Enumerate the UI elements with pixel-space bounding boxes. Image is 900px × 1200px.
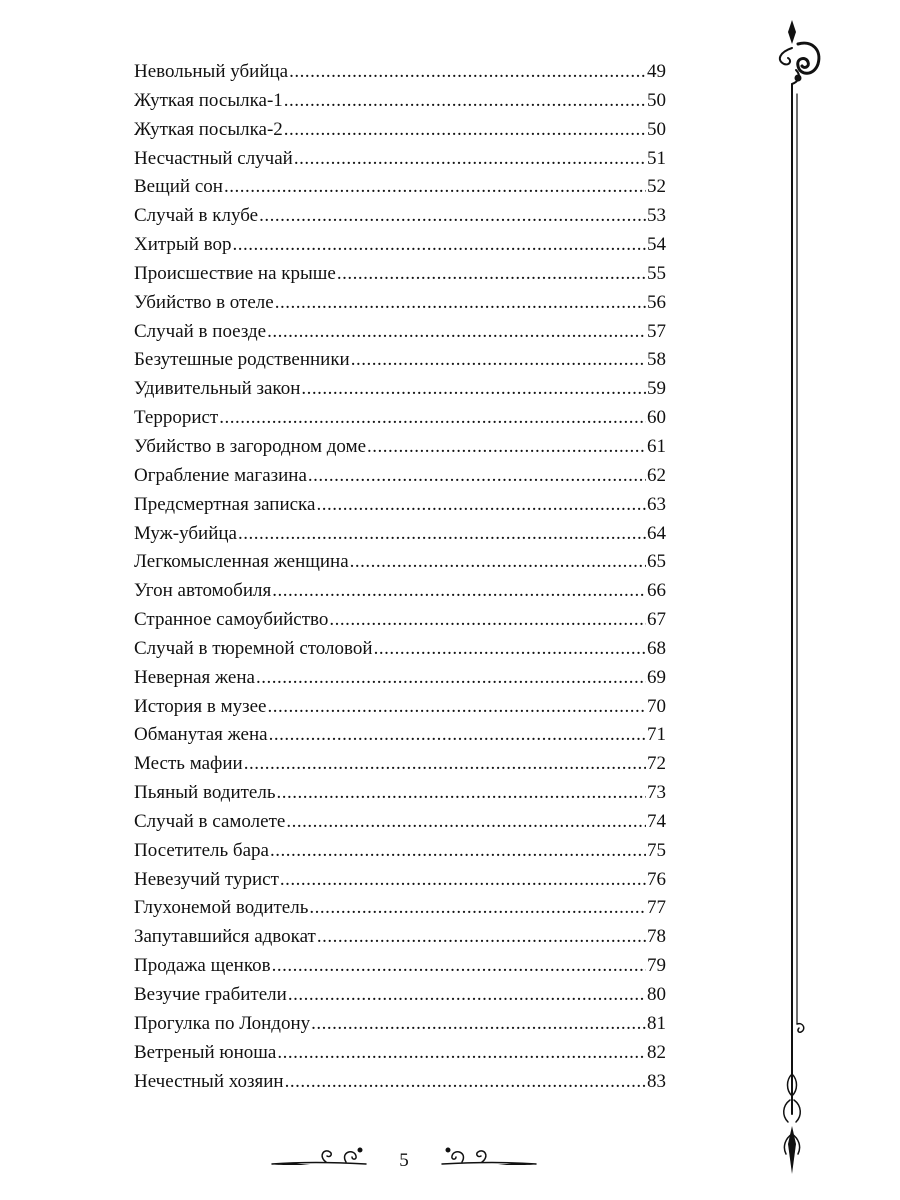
- toc-entry-title: Вещий сон: [134, 176, 223, 198]
- toc-entry-title: Обманутая жена: [134, 724, 268, 746]
- toc-entry-page: 66: [647, 580, 666, 602]
- toc-entry-page: 58: [647, 349, 666, 371]
- toc-entry-title: Угон автомобиля: [134, 580, 272, 602]
- toc-entry: [134, 577, 666, 606]
- toc-dot-leader: [285, 1068, 646, 1097]
- toc-entry-page: 71: [647, 724, 666, 746]
- toc-entry: [134, 491, 666, 520]
- toc-dot-leader: [288, 981, 646, 1010]
- toc-entry-title: Хитрый вор: [134, 234, 232, 256]
- toc-entry-title: Пьяный водитель: [134, 782, 276, 804]
- toc-entry-page: 78: [647, 926, 666, 948]
- toc-dot-leader: [277, 1039, 646, 1068]
- toc-entry-page: 67: [647, 609, 666, 631]
- toc-entry-title: Муж-убийца: [134, 522, 237, 544]
- toc-dot-leader: [289, 58, 646, 87]
- toc-entry: [134, 808, 666, 837]
- toc-entry-page: 60: [647, 407, 666, 429]
- toc-dot-leader: [280, 866, 646, 895]
- toc-entry-title: Безутешные родственники: [134, 349, 350, 371]
- toc-entry: [134, 87, 666, 116]
- table-of-contents: [134, 58, 666, 1096]
- toc-entry-page: 50: [647, 118, 666, 140]
- toc-entry-title: Невольный убийца: [134, 61, 289, 82]
- toc-entry: [134, 721, 666, 750]
- toc-dot-leader: [350, 548, 646, 577]
- toc-dot-leader: [351, 346, 646, 375]
- toc-dot-leader: [308, 462, 646, 491]
- toc-entry: [134, 404, 666, 433]
- toc-entry-page: 77: [647, 897, 666, 919]
- toc-entry-title: Везучие грабители: [134, 984, 287, 1005]
- toc-entry-page: 62: [647, 464, 666, 486]
- toc-entry: [134, 462, 666, 491]
- toc-entry-title: Ограбление магазина: [134, 464, 307, 486]
- toc-entry: [134, 548, 666, 577]
- toc-entry-title: Нечестный хозяин: [134, 1070, 284, 1092]
- toc-entry-title: Невезучий турист: [134, 868, 279, 890]
- toc-entry-title: История в музее: [134, 695, 267, 717]
- toc-entry-title: Глухонемой водитель: [134, 897, 309, 919]
- toc-entry-title: Случай в клубе: [134, 205, 259, 227]
- toc-entry-page: 61: [647, 435, 666, 457]
- toc-entry: [134, 520, 666, 549]
- toc-entry-page: 54: [647, 234, 666, 256]
- toc-entry-page: 68: [647, 637, 666, 659]
- toc-entry-page: 81: [647, 1012, 666, 1034]
- toc-entry: [134, 635, 666, 664]
- toc-dot-leader: [284, 116, 646, 145]
- toc-entry-page: 56: [647, 291, 666, 313]
- toc-entry: [134, 173, 666, 202]
- toc-entry-title: Неверная жена: [134, 666, 255, 688]
- toc-dot-leader: [219, 404, 646, 433]
- page-footer: [270, 1142, 538, 1180]
- toc-dot-leader: [301, 375, 646, 404]
- toc-entry-page: 76: [647, 868, 666, 890]
- toc-entry-title: Продажа щенков: [134, 955, 271, 977]
- toc-dot-leader: [244, 750, 646, 779]
- toc-entry-page: 65: [647, 551, 666, 573]
- toc-dot-leader: [270, 837, 646, 866]
- toc-entry: [134, 1010, 666, 1039]
- toc-entry-title: Легкомысленная женщина: [134, 551, 349, 573]
- toc-entry-page: 72: [647, 753, 666, 775]
- toc-entry: [134, 837, 666, 866]
- toc-dot-leader: [232, 231, 646, 260]
- toc-entry-title: Террорист: [134, 407, 219, 429]
- toc-entry-title: Удивительный закон: [134, 378, 301, 400]
- toc-entry: [134, 952, 666, 981]
- toc-entry: [134, 606, 666, 635]
- toc-dot-leader: [286, 808, 646, 837]
- toc-entry: [134, 866, 666, 895]
- toc-entry-page: 79: [647, 955, 666, 977]
- toc-entry: [134, 894, 666, 923]
- toc-entry-title: Убийство в отеле: [134, 291, 274, 313]
- toc-entry-page: 73: [647, 782, 666, 804]
- toc-dot-leader: [337, 260, 646, 289]
- toc-entry-title: Случай в поезде: [134, 320, 267, 342]
- toc-dot-leader: [311, 1010, 646, 1039]
- toc-dot-leader: [275, 289, 646, 318]
- toc-entry: [134, 375, 666, 404]
- toc-dot-leader: [259, 202, 646, 231]
- toc-entry: [134, 231, 666, 260]
- ornamental-border-icon: [768, 14, 832, 1190]
- toc-entry-title: Жуткая посылка-2: [134, 118, 283, 140]
- toc-entry-title: Прогулка по Лондону: [134, 1012, 311, 1034]
- toc-dot-leader: [238, 520, 646, 549]
- toc-entry-page: 70: [647, 695, 666, 717]
- toc-dot-leader: [309, 894, 646, 923]
- toc-entry-title: Случай в самолете: [134, 810, 286, 832]
- toc-entry-page: 55: [647, 262, 666, 284]
- toc-entry-title: Предсмертная записка: [134, 493, 316, 515]
- toc-dot-leader: [256, 664, 646, 693]
- toc-entry-title: Запутавшийся адвокат: [134, 926, 316, 948]
- toc-entry: [134, 693, 666, 722]
- toc-entry-title: Жуткая посылка-1: [134, 89, 283, 111]
- toc-dot-leader: [294, 145, 646, 174]
- toc-entry: [134, 1068, 666, 1097]
- toc-entry: [134, 202, 666, 231]
- toc-entry-title: Происшествие на крыше: [134, 262, 336, 284]
- toc-entry-page: 64: [647, 522, 666, 544]
- toc-entry-page: 51: [647, 147, 666, 169]
- toc-entry-page: 74: [647, 810, 666, 832]
- toc-entry: [134, 58, 666, 87]
- toc-entry: [134, 664, 666, 693]
- toc-dot-leader: [267, 693, 646, 722]
- toc-entry-page: 75: [647, 839, 666, 861]
- toc-entry: [134, 433, 666, 462]
- toc-entry: [134, 289, 666, 318]
- toc-entry: [134, 981, 666, 1010]
- toc-entry: [134, 346, 666, 375]
- page-number: 5: [399, 1150, 409, 1171]
- toc-entry-page: 59: [647, 378, 666, 400]
- toc-dot-leader: [374, 635, 646, 664]
- toc-entry: [134, 260, 666, 289]
- toc-entry-title: Посетитель бара: [134, 839, 269, 861]
- toc-entry-page: 63: [647, 493, 666, 515]
- toc-dot-leader: [272, 952, 646, 981]
- toc-dot-leader: [329, 606, 646, 635]
- toc-entry: [134, 1039, 666, 1068]
- toc-dot-leader: [277, 779, 647, 808]
- toc-entry-page: 53: [647, 205, 666, 227]
- toc-entry: [134, 923, 666, 952]
- toc-entry-title: Странное самоубийство: [134, 609, 329, 631]
- toc-entry: [134, 750, 666, 779]
- toc-dot-leader: [316, 491, 646, 520]
- toc-dot-leader: [269, 721, 646, 750]
- toc-entry-page: 69: [647, 666, 666, 688]
- toc-entry-page: 83: [647, 1070, 666, 1092]
- toc-entry: [134, 779, 666, 808]
- toc-dot-leader: [267, 318, 646, 347]
- toc-entry-title: Случай в тюремной столовой: [134, 637, 373, 659]
- toc-entry-page: 52: [647, 176, 666, 198]
- toc-entry: [134, 145, 666, 174]
- toc-entry-title: Ветреный юноша: [134, 1041, 277, 1063]
- toc-entry-page: 49: [647, 61, 666, 82]
- toc-entry-title: Несчастный случай: [134, 147, 293, 169]
- toc-entry-page: 57: [647, 320, 666, 342]
- toc-entry-page: 80: [647, 984, 666, 1005]
- toc-entry-page: 82: [647, 1041, 666, 1063]
- toc-dot-leader: [317, 923, 646, 952]
- toc-dot-leader: [272, 577, 646, 606]
- toc-dot-leader: [284, 87, 646, 116]
- toc-dot-leader: [224, 173, 646, 202]
- toc-dot-leader: [367, 433, 646, 462]
- toc-entry: [134, 116, 666, 145]
- toc-entry-title: Убийство в загородном доме: [134, 435, 367, 457]
- footer-flourish-right-icon: [438, 1142, 538, 1172]
- toc-entry-title: Месть мафии: [134, 753, 243, 775]
- toc-entry-page: 50: [647, 89, 666, 111]
- toc-entry: [134, 318, 666, 347]
